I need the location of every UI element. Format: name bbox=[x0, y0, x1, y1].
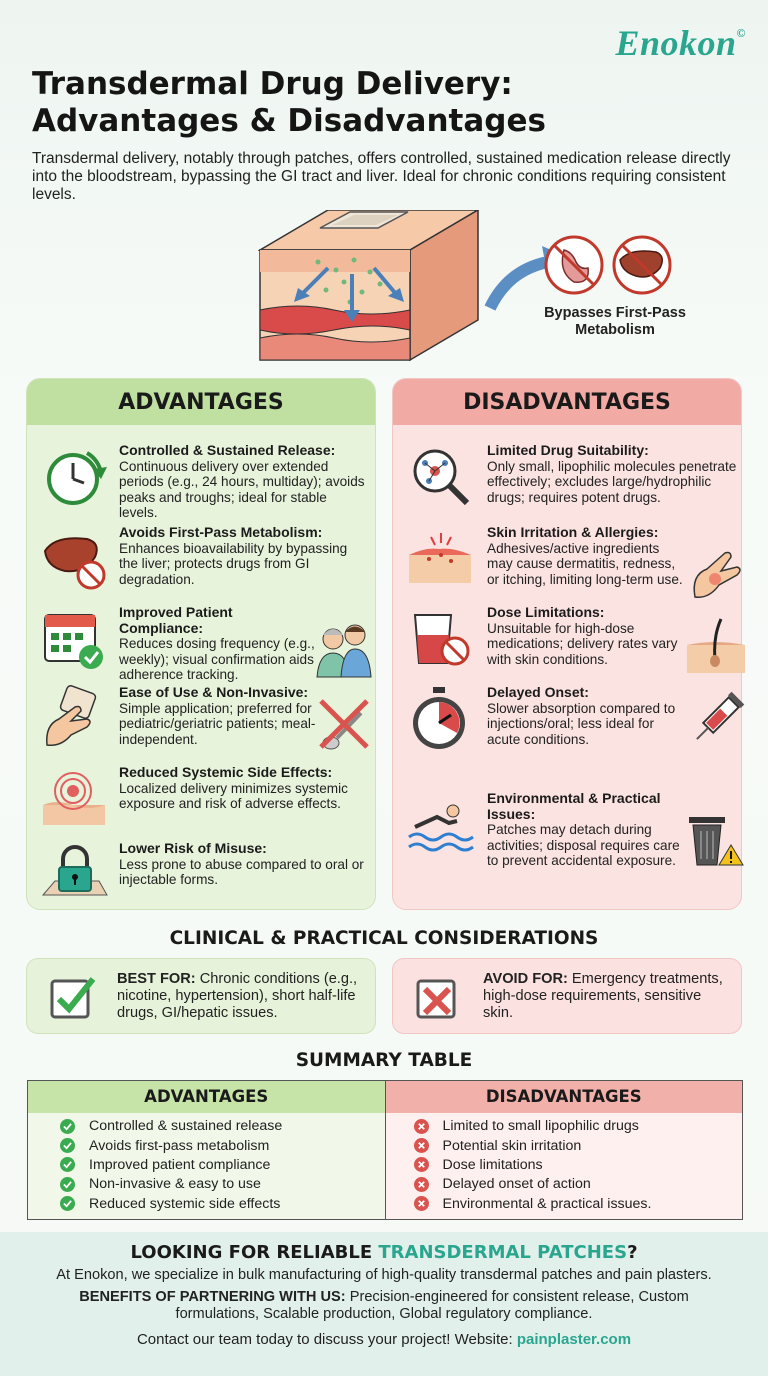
page-title: Transdermal Drug Delivery: Advantages & Disadvantages bbox=[32, 66, 546, 139]
check-icon bbox=[60, 1138, 75, 1153]
hand-patch-icon bbox=[41, 685, 109, 753]
hair-follicle-icon bbox=[685, 615, 747, 677]
check-icon bbox=[60, 1119, 75, 1134]
advantages-heading: ADVANTAGES bbox=[27, 379, 375, 425]
disadvantages-heading: DISADVANTAGES bbox=[393, 379, 741, 425]
summary-dis-cell bbox=[385, 1113, 743, 1220]
x-icon bbox=[414, 1157, 429, 1172]
liver-no-icon bbox=[614, 237, 670, 293]
molecule-magnifier-icon bbox=[407, 443, 475, 511]
footer-benefits: BENEFITS OF PARTNERING WITH US: Precision-engineered for consistent release, Custom formulations, Scalable production, Global regulatory compliance. bbox=[79, 1289, 689, 1322]
disadvantages-panel: DISADVANTAGES Limited Drug Suitability: Only small, lipophilic molecules penetrate effectively; excludes large/hydrophilic drugs; requires potent drugs. Skin Irritation & Allergies: Adhesives/active ingredients may cause dermatitis, redness, or itching, limiting long-term use. Dose Limitations: Unsuitable for high-dose medications; delivery rates vary with skin conditions. Delayed Onset: Slower absorption compared to injections/oral; less ideal for acute conditions. Environmental & Practical Issues: Patches may detach during activities; disposal requires care to prevent accidental exposure. bbox=[392, 378, 742, 910]
padlock-icon bbox=[41, 841, 109, 909]
table-row: Dose limitations bbox=[414, 1155, 743, 1174]
stopwatch-icon bbox=[407, 685, 475, 753]
check-icon bbox=[60, 1157, 75, 1172]
summary-adv-header: ADVANTAGES bbox=[28, 1081, 386, 1113]
trash-warning-icon bbox=[683, 807, 745, 869]
footer-contact: Contact our team today to discuss your project! Website: painplaster.com bbox=[136, 1331, 632, 1348]
clock-icon bbox=[41, 443, 109, 511]
bypass-label: Bypasses First-Pass Metabolism bbox=[544, 305, 686, 338]
table-row: Controlled & sustained release bbox=[60, 1117, 385, 1136]
table-row: Environmental & practical issues. bbox=[414, 1194, 743, 1213]
irritated-skin-icon bbox=[407, 525, 475, 593]
table-row: Reduced systemic side effects bbox=[60, 1194, 385, 1213]
considerations-heading: CLINICAL & PRACTICAL CONSIDERATIONS bbox=[169, 928, 599, 949]
calendar-icon bbox=[41, 605, 109, 673]
skin-patch-illustration bbox=[258, 210, 758, 370]
scratching-hand-icon bbox=[685, 539, 747, 601]
syringe-icon bbox=[685, 689, 747, 751]
summary-table bbox=[27, 1080, 743, 1220]
table-row: Avoids first-pass metabolism bbox=[60, 1136, 385, 1155]
check-icon bbox=[60, 1177, 75, 1192]
avoid-for-card: AVOID FOR: Emergency treatments, high-dose requirements, sensitive skin. bbox=[392, 958, 742, 1034]
summary-dis-header: DISADVANTAGES bbox=[385, 1081, 743, 1113]
advantages-panel: ADVANTAGES Controlled & Sustained Release: Continuous delivery over extended periods (e.g., 24 hours, multiday); avoids peaks and troughs; ideal for stable levels. Avoids First-Pass Metabolism: Enhances bioavailability by bypassing the liver; protects drugs from GI degradation. Improved Patient Compliance: Reduces dosing frequency (e.g., weekly); visual confirmation aids adherence tracking. Ease of Use & Non-Invasive: Simple application; preferred for pediatric/geriatric patients; meal-independent. Reduced Systemic Side Effects: Localized delivery minimizes systemic exposure and risk of adverse effects. Lower Risk of Misuse: Less prone to abuse compared to oral or injectable forms. bbox=[26, 378, 376, 910]
website-link[interactable]: painplaster.com bbox=[516, 1331, 632, 1348]
check-icon bbox=[60, 1196, 75, 1211]
table-row: Limited to small lipophilic drugs bbox=[414, 1117, 743, 1136]
swimmer-icon bbox=[407, 793, 475, 861]
x-icon bbox=[414, 1177, 429, 1192]
summary-adv-cell bbox=[28, 1113, 386, 1220]
footer-intro: At Enokon, we specialize in bulk manufacturing of high-quality transdermal patches and pain plasters. bbox=[56, 1267, 712, 1283]
liver-icon bbox=[41, 525, 109, 593]
footer-banner bbox=[0, 1232, 768, 1376]
no-spoon-icon bbox=[313, 693, 375, 755]
checkbox-check-icon bbox=[49, 973, 97, 1021]
best-for-card: BEST FOR: Chronic conditions (e.g., nicotine, hypertension), short half-life drugs, GI/hepatic issues. bbox=[26, 958, 376, 1034]
x-icon bbox=[414, 1119, 429, 1134]
table-row: Potential skin irritation bbox=[414, 1136, 743, 1155]
table-row: Delayed onset of action bbox=[414, 1175, 743, 1194]
footer-heading: LOOKING FOR RELIABLE TRANSDERMAL PATCHES? bbox=[130, 1242, 638, 1263]
x-icon bbox=[414, 1196, 429, 1211]
patient-doctor-icon bbox=[313, 617, 375, 679]
intro-text: Transdermal delivery, notably through patches, offers controlled, sustained medication release directly into the bloodstream, bypassing the GI tract and liver. Ideal for chronic conditions requiring consistent levels. bbox=[32, 150, 731, 203]
summary-heading: SUMMARY TABLE bbox=[295, 1050, 473, 1071]
target-skin-icon bbox=[41, 765, 109, 833]
table-row: Non-invasive & easy to use bbox=[60, 1175, 385, 1194]
beaker-no-icon bbox=[407, 605, 475, 673]
table-row: Improved patient compliance bbox=[60, 1155, 385, 1174]
stomach-no-icon bbox=[546, 237, 602, 293]
checkbox-x-icon bbox=[415, 973, 463, 1021]
brand-logo: Enokon© bbox=[615, 23, 746, 63]
x-icon bbox=[414, 1138, 429, 1153]
